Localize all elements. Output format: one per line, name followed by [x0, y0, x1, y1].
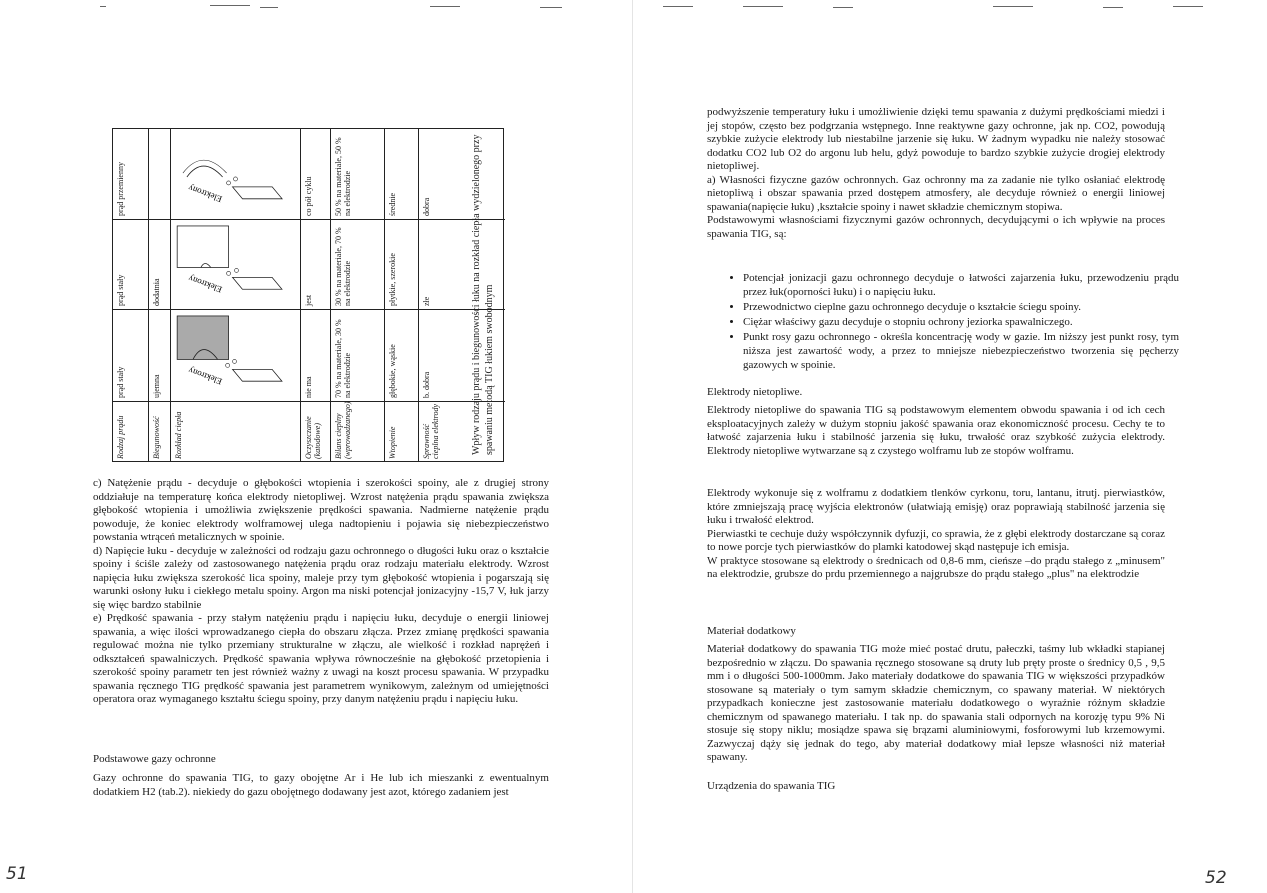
paragraph: e) Prędkość spawania - przy stałym natężeniu prądu i napięciu łuku, decyduje o energii liniowej spawania, a więc ilości wprowadzanego ciepła do obszaru złącza. Przez zmianę prędkości spawania regulować można nie tylko przemiany strukturalne w złączu, ale wielkość i rozkład naprężeń i odkształceń spawalniczych. Prędkość spawania wpływa równocześnie na głębokość przetopienia i szerokość spoiny parametr ten jest również ważny z uwagi na koszt procesu spawania. W przypadku spawania ręcznego TIG prędkość spawania jest parametrem wynikowym, zależnym od umiejętności operatora oraz wymaganego kształtu ściegu spoiny, przy danym natężeniu prądu i napięciu łuku.	[93, 612, 549, 705]
scan-mark	[833, 7, 853, 8]
section-heading: Urządzenia do spawania TIG	[707, 780, 836, 792]
table-caption: Wpływ rodzaju prądu i biegunowości łuku na rozkład ciepła wydzielonego przy spawaniu metodą TIG łukiem swobodnym	[471, 134, 495, 455]
table-cell: jest	[301, 219, 330, 309]
table-cell: średnie	[388, 192, 397, 216]
section-heading: Podstawowe gazy ochronne	[93, 753, 216, 765]
table-cell: prąd przemienny	[116, 162, 125, 216]
table-rotated-body	[112, 128, 504, 462]
list-item: • Potencjał jonizacji gazu ochronnego decyduje o łatwości zajarzenia łuku, przewodzeniu prądu przez łuk(oporności łuku) i o napięciu łuku.	[743, 271, 1179, 299]
page-number: 52	[1205, 868, 1227, 888]
list-item: • Przewodnictwo cieplne gazu ochronnego decyduje o kształcie ściegu spoiny.	[743, 300, 1179, 314]
table-cell: nie ma	[301, 309, 330, 401]
table-cell: co pół cyklu	[304, 176, 313, 216]
scan-mark	[1103, 7, 1123, 8]
table-row	[149, 129, 171, 461]
scan-mark	[1173, 6, 1203, 7]
table-cell: 30 % na materiale, 70 % na elektrodzie	[331, 219, 384, 309]
row-label: Oczyszczanie (katodowe)	[301, 401, 330, 461]
arc-polarity-table	[112, 128, 504, 462]
row-label: Biegunowość	[149, 401, 170, 461]
paragraph: Elektrody wykonuje się z wolframu z dodatkiem tlenków cyrkonu, toru, lantanu, itrutj. pierwiastków, które zmniejszają pracę wyjścia elektronów (ułatwiają emisję) oraz poprawiają stabilność jarzenia się łuku i trwałość elektrod.	[707, 487, 1165, 526]
paragraph: Elektrody nietopliwe do spawania TIG są podstawowym elementem obwodu spawania i od ich cech eksploatacyjnych zależy w dużym stopniu jakość spawania oraz ekonomiczność procesu. Cechy te to łatwość zajarzenia łuku i stabilność jarzenia się łuku, trwałość oraz szybkość zużycia elektrody. Elektrody nietopliwe wytwarzane są z czystego wolframu lub ze stopów wolframu.	[707, 404, 1165, 457]
table-cell: dobra	[422, 197, 431, 216]
table-cell: b. dobra	[419, 309, 505, 401]
table-cell: ujemna	[149, 309, 170, 401]
electrodes-detail-text	[707, 487, 1165, 582]
list-item: • Punkt rosy gazu ochronnego - określa koncentrację wody w gazie. Im niższy jest punkt rosy, tym niższa jest zawartość wody, a przez to mniejsze niebezpieczeństwo tworzenia się pęcherzy gazowych w spoinie.	[743, 330, 1179, 372]
paragraph: Materiał dodatkowy do spawania TIG może mieć postać drutu, pałeczki, taśmy lub wkładki stapianej bezpośrednio w złączu. Do spawania ręcznego stosowane są druty lub pręty proste o średnicy 0,5 , 9,5 mm i o długości 500-1000mm. Jako materiały dodatkowe do spawania TIG w większości przypadków stosowane są materiały o tym samym składzie chemicznym, co spawany materiał. W niektórych przypadkach konieczne jest zastosowanie materiału dodatkowego o wyraźnie różnym składzie chemicznym od spawanego materiału. I tak np. do spawania stali odpornych na korozję typu 9% Ni stosuje się stopy niklu; mosiądze spawa się brązami aluminiowymi, fosforowymi lub krzemowymi. Zazwyczaj dąży się jednak do tego, aby materiał dodatkowy miał lepsze własności niż materiał spawany.	[707, 643, 1165, 763]
table-cell: 50 % na materiale, 50 % na elektrodzie	[334, 137, 352, 216]
section-heading: Elektrody nietopliwe.	[707, 386, 803, 398]
arc-sketch	[171, 309, 300, 401]
row-label: Bilans cieplny (wprowadzanego)	[331, 401, 384, 461]
scan-mark	[260, 7, 278, 8]
scan-mark	[540, 7, 562, 8]
table-cell: głębokie, wąskie	[385, 309, 418, 401]
scan-mark	[100, 6, 106, 7]
electrode-arc-illustration	[173, 312, 298, 399]
table-row	[171, 129, 301, 461]
row-label: Wtopienie	[385, 401, 418, 461]
electrode-arc-illustration	[173, 131, 298, 217]
arc-sketch	[171, 219, 300, 309]
table-cell: płytkie, szerokie	[385, 219, 418, 309]
section-heading: Materiał dodatkowy	[707, 625, 796, 637]
table-cell: prąd stały	[113, 309, 148, 401]
paragraph: c) Natężenie prądu - decyduje o głębokości wtopienia i szerokości spoiny, ale z drugiej strony oddziałuje na temperaturę końca elektrody nietopliwej. Wzrost natężenia prądu spawania zwiększa głębokość wtopienia i umożliwia zwiększenie prędkości spawania. Nadmierne natężenie prądu powoduje, że koniec elektrody wolframowej ulega nadtopieniu i pojawia się niebezpieczeństwo powstania wtrąceń metalicznych w spoinie.	[93, 477, 549, 543]
paragraph: W praktyce stosowane są elektrody o średnicach od 0,8-6 mm, cieńsze –do prądu stałego z „minusem" na elektrodzie, grubsze do prdu przemiennego a najgrubsze do prądu stałego „plus" na elektrodzie	[707, 554, 1165, 580]
scan-mark	[993, 6, 1033, 7]
table-cell	[149, 129, 170, 219]
paragraph: d) Napięcie łuku - decyduje w zależności od rodzaju gazu ochronnego o długości łuku oraz o kształcie spoiny i ściśle zależy od zastosowanego natężenia prądu oraz rodzaju materiału elektrody. Wzrost napięcia łuku zwiększa szerokość lica spoiny, maleje przy tym głębokość wtopienia i pogarszają się warunki osłony łuku i ciekłego metalu spoiny. Argon ma niski potencjał jonizacyjny -15,7 V, łuk jarzy się więc bardzo stabilnie	[93, 544, 549, 611]
paragraph: podwyższenie temperatury łuku i umożliwienie dzięki temu spawania z dużymi prędkościami miedzi i jej stopów, często bez podgrzania wstępnego. Inne reaktywne gazy ochronne, jak np. CO2, powodują szybkie zużycie elektrody lub niestabilne jarzenie się łuku. W żadnym wypadku nie należy stosować dodatku CO2 lub O2 do argonu lub helu, gdyż powoduje to bardzo szybkie zużycie drogiej elektrody nietopliwej.	[707, 106, 1165, 172]
paragraph: Gazy ochronne do spawania TIG, to gazy obojętne Ar i He lub ich mieszanki z ewentualnym dodatkiem H2 (tab.2). niekiedy do gazu obojętnego dodawany jest azot, którego zadaniem jest	[93, 772, 549, 798]
right-intro-text	[707, 106, 1165, 241]
table-cell: 70 % na materiale, 30 % na elektrodzie	[331, 309, 384, 401]
table-cell: złe	[419, 219, 505, 309]
scan-mark	[743, 6, 783, 7]
paragraph: a) Własności fizyczne gazów ochronnych. Gaz ochronny ma za zadanie nie tylko osłaniać elektrodę nietopliwą i obszar spawania przed dostępem atmosfery, ale decyduje również o energii liniowej spawania(napięcie łuku) ,kształcie spoiny i nawet składzie chemicznym stopiwa.	[707, 173, 1165, 213]
sketch-label: Elektrony	[187, 365, 224, 387]
row-label: Sprawność cieplna elektrody	[419, 401, 505, 461]
table-row	[301, 129, 331, 461]
row-label: Rodzaj prądu	[113, 401, 148, 461]
page-number: 51	[6, 864, 28, 884]
table-row	[331, 129, 385, 461]
scan-mark	[663, 6, 693, 7]
right-page	[633, 0, 1267, 893]
table-row	[385, 129, 419, 461]
left-page	[0, 0, 633, 893]
list-item: • Ciężar właściwy gazu decyduje o stopniu ochrony jeziorka spawalniczego.	[743, 315, 1179, 329]
arc-sketch	[171, 129, 300, 219]
table-cell: dodatnia	[149, 219, 170, 309]
table-row	[113, 129, 149, 461]
paragraph: Podstawowymi własnościami fizycznymi gazów ochronnych, decydującymi o ich wpływie na proces spawania TIG, są:	[707, 214, 1165, 240]
sketch-label: Elektrony	[187, 273, 224, 295]
sketch-label: Elektrony	[186, 182, 224, 205]
row-label: Rozkład ciepła	[171, 401, 300, 461]
electrode-arc-illustration	[173, 222, 298, 307]
gas-properties-list	[729, 271, 1179, 373]
scan-mark	[430, 6, 460, 7]
table-cell: prąd stały	[113, 219, 148, 309]
paragraph: Pierwiastki te cechuje duży współczynnik dyfuzji, co sprawia, że z głębi elektrody dostarczane są coraz to nowe porcje tych pierwiastków do plamki katodowej skąd następuje ich emisja.	[707, 527, 1165, 553]
left-body-text	[93, 477, 549, 707]
scan-mark	[210, 5, 250, 6]
